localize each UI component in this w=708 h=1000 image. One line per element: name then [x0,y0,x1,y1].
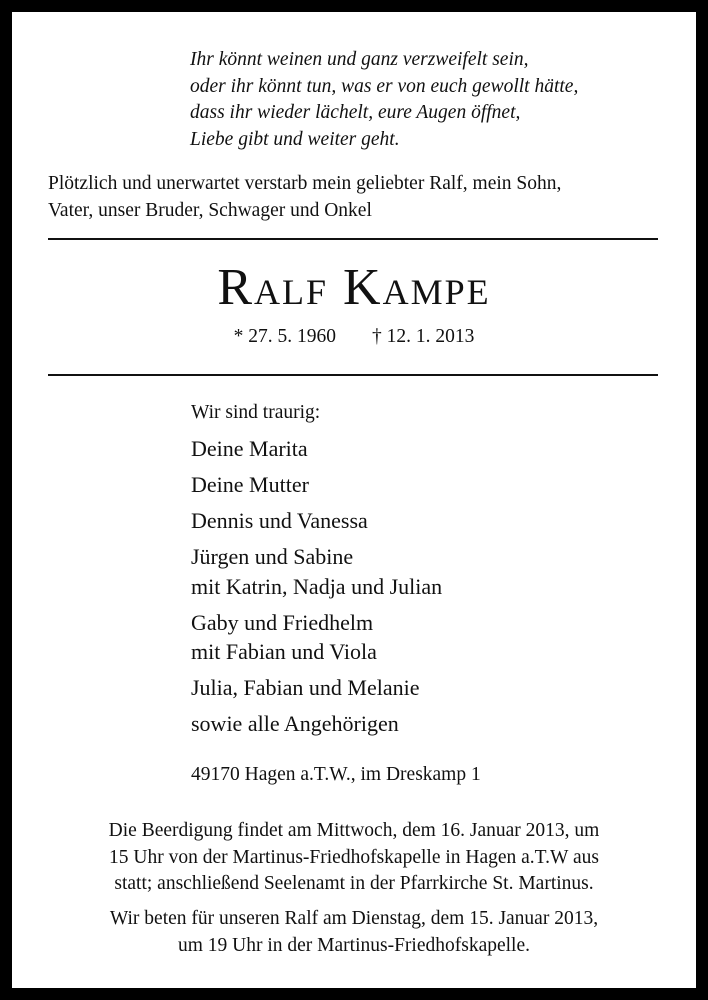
poem [190,47,578,153]
death-date: † 12. 1. 2013 [372,326,475,347]
mourner-group [191,709,442,739]
mourner-group [191,542,442,601]
poem-line: Liebe gibt und weiter geht. [190,128,400,150]
mourner-line: Gaby und Friedhelm [191,609,374,635]
mourner-line: Deine Marita [191,436,308,461]
funeral-line: Die Beerdigung findet am Mittwoch, dem 16. Januar 2013, um [108,820,600,841]
mourners-list [191,400,442,745]
mourner-group [191,470,442,500]
obituary-page [12,12,696,988]
mourners-lead: Wir sind traurig: [191,402,321,423]
prayer-notice [12,906,696,959]
intro-text [48,170,561,224]
mourner-line: Dennis und Vanessa [191,508,368,533]
mourner-line: mit Katrin, Nadja und Julian [191,573,443,599]
birth-date: * 27. 5. 1960 [233,326,336,347]
mourner-group [191,434,442,464]
life-dates [12,326,696,348]
bottom-divider [48,374,658,376]
funeral-notice [12,818,696,898]
intro-line: Plötzlich und unerwartet verstarb mein geliebter Ralf, mein Sohn, [48,173,562,194]
poem-line: oder ihr könnt tun, was er von euch gewollt hätte, [190,75,579,97]
poem-line: dass ihr wieder lächelt, eure Augen öffnet, [190,102,521,123]
mourner-group [191,673,442,703]
prayer-line: um 19 Uhr in der Martinus-Friedhofskapelle. [177,934,530,956]
poem-line: Ihr könnt weinen und ganz verzweifelt sein, [190,49,529,70]
top-divider [48,238,658,240]
mourner-line: Deine Mutter [191,472,309,497]
mourner-line: Jürgen und Sabine [191,544,354,569]
mourner-group [191,506,442,536]
family-address: 49170 Hagen a.T.W., im Dreskamp 1 [191,764,481,785]
funeral-line: 15 Uhr von der Martinus-Friedhofskapelle in Hagen a.T.W aus [109,846,599,868]
deceased-name: Ralf Kampe [217,259,491,316]
prayer-line: Wir beten für unseren Ralf am Dienstag, dem 15. Januar 2013, [109,908,599,929]
mourner-group [191,608,442,667]
intro-line: Vater, unser Bruder, Schwager und Onkel [48,200,372,221]
mourner-line: mit Fabian und Viola [191,639,377,664]
mourner-line: Julia, Fabian und Melanie [191,675,420,700]
mourner-line: sowie alle Angehörigen [191,711,399,736]
funeral-line: statt; anschließend Seelenamt in der Pfarrkirche St. Martinus. [114,873,594,894]
